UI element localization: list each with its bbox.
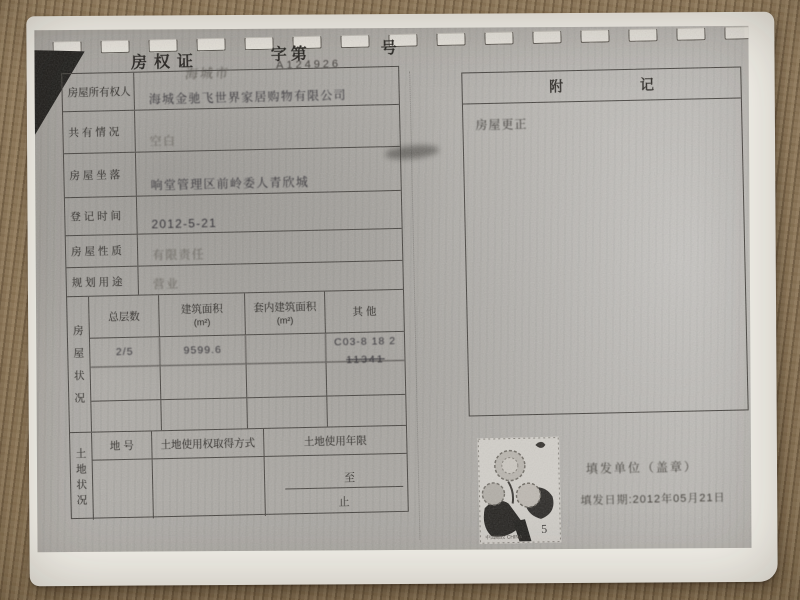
house-nature-label: 房 屋 性 质	[66, 235, 139, 268]
building-area-value: 9599.6	[160, 335, 247, 366]
co-ownership-value: 空白	[149, 133, 177, 149]
registration-date-value: 2012-5-21	[151, 215, 218, 232]
field-row-co-ownership	[63, 105, 400, 154]
postage-stamp	[477, 437, 561, 545]
perforation-tab	[532, 30, 561, 44]
issuer-label: 填发单位（盖章）	[585, 459, 699, 476]
owner-value: 海城金驰飞世界家居购物有限公司	[148, 88, 347, 107]
land-term-to: 止	[338, 495, 350, 509]
perforation-tab	[340, 35, 369, 49]
other-value-line2: 11341	[346, 352, 385, 366]
certificate-title: 房权证	[130, 53, 201, 72]
other-value	[326, 332, 405, 366]
planned-use-value: 营业	[152, 276, 180, 292]
house-nature-value: 有限责任	[152, 247, 206, 263]
certificate-hao-label: 号	[380, 39, 397, 58]
perforation-tab	[724, 26, 751, 40]
land-term-value	[265, 454, 408, 516]
notes-box	[461, 66, 748, 416]
certificate-zidi-label: 字第	[270, 45, 312, 64]
perforation-tab	[196, 38, 225, 52]
perforation-tab	[676, 27, 705, 41]
column-header-total-floors: 总层数	[89, 295, 160, 337]
certificate-city: 海城市	[184, 65, 231, 82]
house-status-data-row	[90, 332, 405, 369]
perforation-tab	[436, 32, 465, 46]
owner-label: 房屋所有权人	[62, 73, 135, 112]
house-status-section	[67, 289, 406, 432]
location-value: 响堂管理区前岭委人青欣城	[150, 174, 310, 193]
certificate-form-table	[61, 66, 409, 519]
column-header-land-acquisition: 土地使用权取得方式	[152, 429, 265, 458]
issue-date: 填发日期:2012年05月21日	[580, 491, 726, 508]
registration-date-label: 登 记 时 间	[65, 197, 138, 236]
field-row-location	[64, 147, 401, 198]
land-status-section	[70, 425, 408, 520]
photocopy-sheet	[34, 26, 751, 552]
photocopy-content	[34, 26, 751, 552]
column-header-building-area: 建筑面积 (m²)	[159, 293, 246, 336]
location-label: 房 屋 坐 落	[64, 153, 137, 198]
inner-area-value	[246, 333, 327, 364]
perforation-tab	[628, 28, 657, 42]
column-header-land-number: 地 号	[92, 431, 153, 459]
column-header-land-term: 土地使用年限	[303, 434, 367, 448]
land-number-value	[93, 459, 154, 520]
total-floors-value: 2/5	[90, 337, 161, 367]
house-status-section-label: 房屋状况	[67, 297, 92, 432]
house-status-header-row	[89, 290, 404, 339]
fold-crease-line	[409, 72, 420, 540]
perforation-tab	[100, 40, 129, 54]
certificate-paper	[26, 12, 777, 587]
land-status-value-row	[93, 454, 408, 520]
column-header-other: 其 他	[352, 305, 377, 318]
column-header-inner-area: 套内建筑面积 (m²)	[245, 292, 326, 334]
perforation-tab	[244, 37, 273, 51]
stamp-caption: 中国邮政 CHINA	[485, 534, 523, 542]
land-status-grid	[92, 426, 408, 520]
stamp-denomination: 5	[541, 521, 548, 536]
land-term-from: 至	[343, 471, 356, 484]
house-status-grid	[89, 290, 406, 432]
other-value-line1: C03-8 18 2	[333, 334, 397, 349]
certificate-serial-number: A124926	[275, 58, 342, 72]
planned-use-label: 规 划 用 途	[66, 267, 139, 297]
land-acquisition-value	[153, 457, 266, 519]
co-ownership-label: 共 有 情 况	[63, 111, 136, 154]
notes-title: 附 记	[462, 67, 741, 104]
land-term-line	[285, 486, 403, 490]
perforation-tab	[484, 31, 513, 45]
perforation-tab	[580, 29, 609, 43]
notes-content: 房屋更正	[475, 117, 528, 133]
land-status-section-label: 土地状况	[70, 433, 94, 520]
